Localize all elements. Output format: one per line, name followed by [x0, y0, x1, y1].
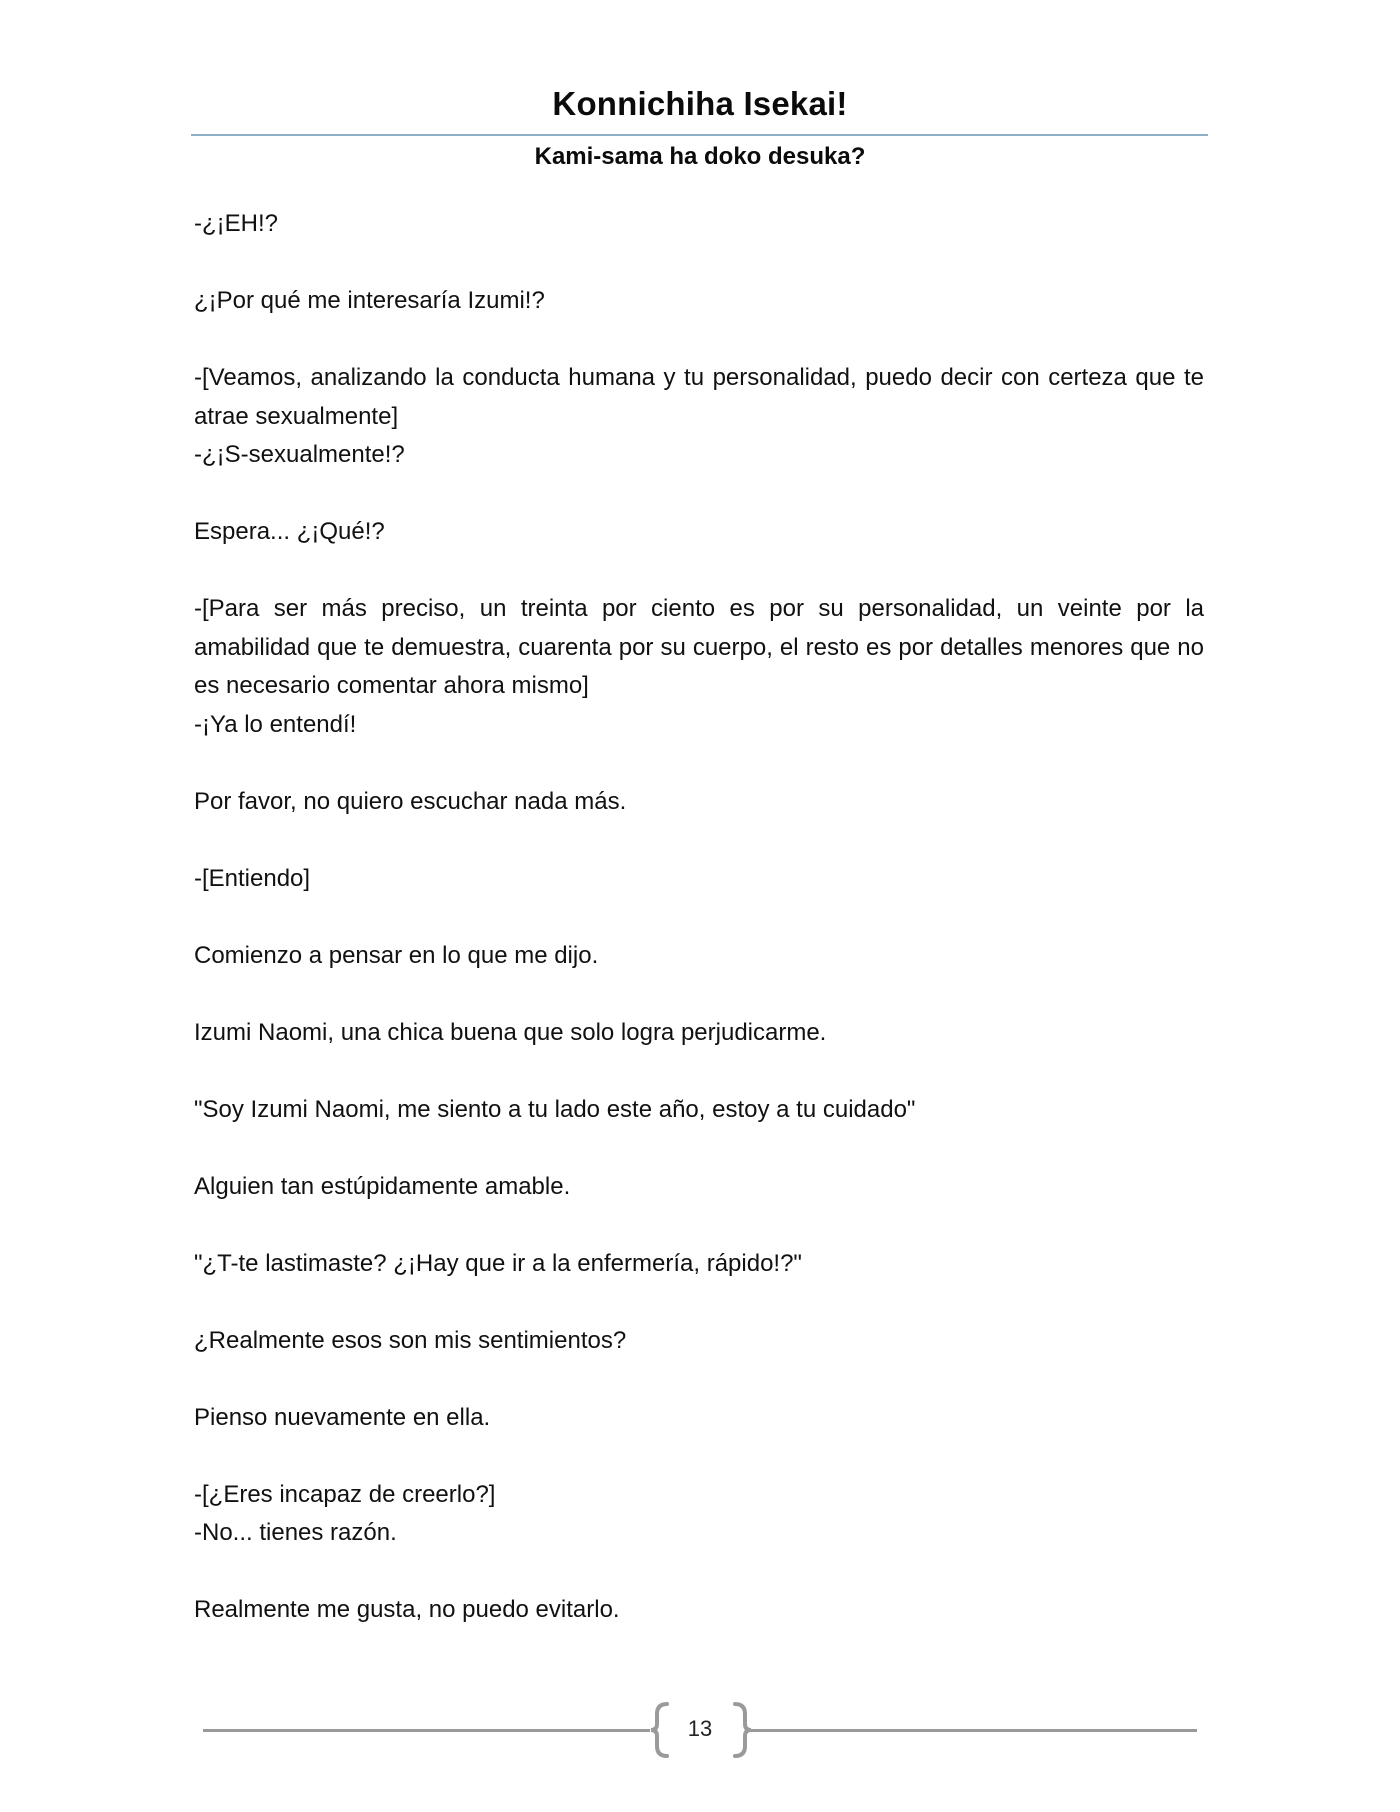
paragraph: -No... tienes razón. [194, 1519, 397, 1546]
paragraph: Pienso nuevamente en ella. [194, 1403, 491, 1431]
paragraph: ¿Realmente esos son mis sentimientos? [194, 1326, 627, 1354]
paragraph: -[Veamos, analizando la conducta humana y tu personalidad, puedo decir con certeza que te atrae sexualmente] [194, 364, 1204, 430]
paragraph: -[Para ser más preciso, un treinta por ciento es por su personalidad, un veinte por la amabilidad que te demuestra, cuarenta por su cuerpo, el resto es por detalles menores que no es necesario comentar ahora mismo] [194, 595, 1204, 699]
footer-rule-left [203, 1729, 650, 1732]
paragraph: Alguien tan estúpidamente amable. [194, 1172, 571, 1200]
paragraph: Comienzo a pensar en lo que me dijo. [194, 941, 599, 969]
paragraph: -[¿Eres incapaz de creerlo?] [194, 1480, 496, 1508]
header-divider [191, 134, 1208, 136]
chapter-subtitle: Kami-sama ha doko desuka? [534, 143, 866, 170]
paragraph: -[Entiendo] [194, 864, 311, 892]
footer-rule-right [750, 1729, 1197, 1732]
paragraph: Espera... ¿¡Qué!? [194, 518, 385, 545]
paragraph: Izumi Naomi, una chica buena que solo logra perjudicarme. [194, 1018, 827, 1046]
paragraph: "¿T-te lastimaste? ¿¡Hay que ir a la enfermería, rápido!?" [194, 1249, 802, 1277]
document-title: Konnichiha Isekai! [552, 85, 848, 122]
paragraph: -¡Ya lo entendí! [194, 710, 357, 738]
paragraph: -¿¡S-sexualmente!? [194, 441, 405, 468]
body-text [194, 205, 1204, 1630]
paragraph: ¿¡Por qué me interesaría Izumi!? [194, 287, 545, 314]
paragraph: "Soy Izumi Naomi, me siento a tu lado este año, estoy a tu cuidado" [194, 1095, 916, 1123]
paragraph: Por favor, no quiero escuchar nada más. [194, 787, 627, 815]
paragraph: -¿¡EH!? [194, 210, 278, 237]
paragraph: Realmente me gusta, no puedo evitarlo. [194, 1596, 620, 1623]
page-footer [0, 1700, 1400, 1760]
left-brace-icon [645, 1700, 675, 1760]
page-number: 13 [687, 1716, 713, 1741]
